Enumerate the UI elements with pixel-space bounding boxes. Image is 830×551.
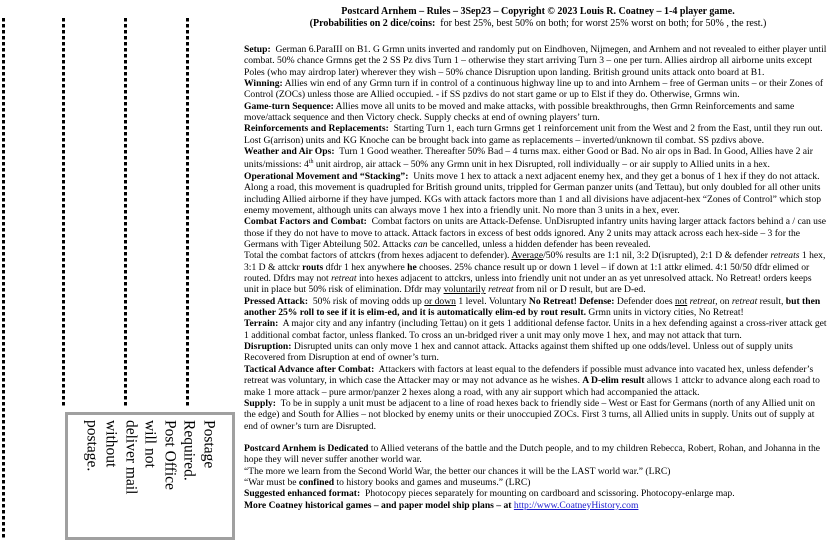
cut-line-dotted (2, 18, 5, 538)
rule-text: Attackers with factors at least equal to the defenders if possible must advance into vacated hex, unless defender’s retreat was voluntary, in which case the Attacker may or may not advance as he wishes. (244, 363, 814, 387)
page-header (246, 6, 830, 30)
quote-1: “The more we learn from the Second World War, the better our chances it will be the LAST world war.” (LRC) (244, 465, 671, 477)
emphasis: retreat (731, 295, 758, 307)
cut-line-dotted (62, 18, 65, 406)
emphasis: he (407, 261, 417, 273)
dedication (244, 443, 828, 466)
emphasis: retreat (331, 273, 357, 285)
more-games (244, 500, 828, 511)
rule-label: Tactical Advance after Combat: (244, 363, 375, 375)
rule-reinforcements (244, 123, 828, 146)
page-title: Postcard Arnhem – Rules – 3Sep23 – Copyright © 2023 Louis R. Coatney – 1-4 player game. (341, 6, 735, 17)
format-label: Suggested enhanced format: (244, 488, 361, 500)
rule-text: German 6.ParaIII on B1. G Grmn units inverted and randomly put on Eindhoven, Nijmegen, and Arnhem and not revealed to either player until combat. 50% chance Grmns get the 2 SS Pz divs Turn 1 – otherwise they start arriving Turn 3 – one per turn. Allies airdrop all airborne units except Poles (who may airdrop later) wherever they wish – 50% chance Disruption upon landing. British ground units attack onto board at B1. (244, 44, 827, 78)
rule-label: Supply: (244, 397, 276, 409)
rule-label: Game-turn Sequence: (244, 100, 334, 112)
quote-2 (244, 477, 828, 488)
emphasis: can (413, 239, 428, 251)
rule-text: be cancelled, unless a hidden defender has been revealed. (427, 239, 651, 251)
rule-text: 1 level. Voluntary (455, 295, 529, 307)
dedication-text: to Allied veterans of the battle and the Dutch people, and to my children Rebecca, Robert, Rohan, and Johanna in the hope they will never suffer another world war. (244, 442, 821, 466)
rule-label: Combat Factors and Combat: (244, 216, 367, 228)
emphasis: voluntarily (443, 284, 486, 296)
rule-disruption (244, 341, 828, 364)
rule-label: Pressed Attack: (244, 295, 309, 307)
rule-text: /50% results are 1:1 nil, 3:2 D(isrupted), 2:1 D & defender (543, 250, 771, 262)
rule-text: result, (757, 295, 786, 307)
rule-text: Units move 1 hex to attack a next adjacent enemy hex, and they get a bonus of 1 hex if they do not attack. Along a road, this movement is quadrupled for British ground units, trippled for German panzer units (and Tettau), but only doubled for all other units including Allied airborne if they have jumped. KGs with attack factors more than 1 and all divisions have adjacent-hex “Zones of Control” which stop enemy movement, although units can always move 1 hex into a friendly unit. No more than 3 units in a hex, ever. (244, 170, 822, 216)
rules-body (244, 44, 828, 511)
emphasis: not (674, 295, 688, 307)
cut-line-dotted (124, 18, 127, 406)
rule-text: allows 1 attckr to advance along each road to make 1 more attack – pure armor/panzer 2 hexes along a road, with any air support which had accompanied the attack. (244, 375, 820, 398)
rule-label: Setup: (244, 44, 271, 55)
rule-winning (244, 78, 828, 101)
rule-label: Terrain: (244, 318, 279, 330)
rule-text: chooses. 25% chance result up or down 1 level – if down at 1:1 attkr elimed. 4:1 50/50 dfdr elimed or routed. Dfdrs may not (244, 261, 810, 285)
probabilities-text: for best 25%, best 50% on both; for worst 25% worst on both; for 50% , the rest.) (440, 18, 767, 29)
rule-supply (244, 398, 828, 432)
emphasis: but then another 25% roll to see if it is elim-ed, and it is automatically elim-ed by rout result. (244, 295, 821, 319)
rule-text: Total the combat factors of attckrs (from hexes adjacent to defender). (244, 250, 512, 262)
quote-text: “War must be (244, 476, 299, 488)
rule-terrain (244, 318, 828, 341)
rule-text: Combat factors on units are Attack-Defense. UnDisrupted infantry units having larger attack factors behind a / can use those if they do not have to move to attack. Attack factors in excess of best odds ignored. Any 2 units may attack across each hex-side – 3 for the Germans with Tiger Abteilung 502. Attacks (244, 216, 826, 251)
rule-text: unit airdrop, air attack – 50% any Grmn unit in hex Disrupted, roll individually – or air supply to Allied units in a hex. (313, 159, 770, 171)
rule-text: To be in supply a unit must be adjacent to a line of road hexes back to friendly side – West or East for Germans (north of any Allied unit on the edge) and South for Allies – not blocked by enemy units or their unoccupied ZOCs. First 3 turns, all Allied units in supply. Units out of supply at end of owner’s turn are Disrupted. (244, 397, 816, 432)
postage-stamp-box (65, 412, 235, 540)
rule-label: Weather and Air Ops: (244, 146, 335, 158)
quote-text: to history books and games and museums.” (LRC) (334, 476, 531, 488)
rule-sequence (244, 101, 828, 124)
emphasis: A D-elim result (582, 375, 645, 387)
rule-text: Allies win end of any Grmn turn if in control of a continuous highway line up to and into Arnhem – free of German units – or their Zones of Control (ZOCs) unless those are Allied occupied. - if SS pzdivs do not start game or up to Elst if they do. Otherwise, Grmns win. (244, 78, 824, 101)
rule-movement (244, 171, 828, 216)
rule-text: into hexes adjacent to attckrs, unless into friendly unit not under an as yet unresolved attack. No Retreat! orders keeps unit in place but 50% risk of elimination. Dfdr may (244, 273, 812, 296)
probabilities-line (246, 18, 830, 30)
rule-text: A major city and any infantry (including Tettau) on it gets 1 additional defense factor. Units in a hex defending against a cross-river attack get 1 additional combat factor, unless flanked. To cross an un-bridged river a unit may only move 1 hex, and may not attack that turn. (244, 318, 827, 341)
rule-label: Reinforcements and Replacements: (244, 123, 389, 135)
rule-text: Grmn units in victory cities, No Retreat! (585, 307, 744, 319)
emphasis: retreat (689, 295, 716, 307)
website-link[interactable]: http://www.CoatneyHistory.com (513, 499, 639, 511)
emphasis: retreat (488, 284, 514, 296)
emphasis: routs (302, 261, 324, 273)
format-text: Photocopy pieces separately for mounting on cardboard and scissoring. Photocopy-enlarge map. (364, 488, 735, 500)
dedication-label: Postcard Arnhem is Dedicated (244, 442, 369, 454)
rule-label: Operational Movement and “Stacking”: (244, 170, 409, 182)
rule-text: dfdr 1 hex anywhere (323, 261, 408, 273)
rule-pressed-attack (244, 296, 828, 319)
rule-label: Winning: (244, 78, 283, 90)
rule-label: Disruption: (244, 341, 292, 353)
rule-text: 50% risk of moving odds up (312, 295, 425, 307)
rule-text: Allies move all units to be moved and make attacks, with possible breakthroughs, then Grmn Reinforcements and same move/attack sequence and then Victory check. Supply checks at end of owning players’ turn. (244, 100, 795, 124)
rule-text: from nil or D result, but are D-ed. (513, 284, 646, 296)
rule-combat (244, 216, 828, 250)
rule-text: , on (715, 295, 732, 307)
rule-text: Disrupted units can only move 1 hex and cannot attack. Attacks against them shifted up one odds/level. Unless out of supply units Recovered from Disruption at end of owner’s turn. (244, 341, 793, 364)
rule-setup (244, 44, 828, 78)
superscript: th (308, 159, 314, 166)
rule-text: Defender does (614, 295, 675, 307)
rule-text: Turn 1 Good weather. Thereafter 50% Bad – 4 turns max. either Good or Bad. No air ops in Bad. In Good, Allies have 2 air units/missions: 4 (244, 146, 813, 171)
rule-tactical-advance (244, 364, 828, 398)
emphasis: No Retreat! Defense: (528, 295, 615, 307)
rule-weather (244, 146, 828, 171)
rule-text: Starting Turn 1, each turn Grmns get 1 reinforcement unit from the West and 2 from the East, until they run out. Lost G(arrison) units and KG Knoche can be brought back into game as replacements – inverted/unknown til combat. SS pzdivs above. (244, 123, 823, 146)
postage-notice: Postage Required. Post Office will not deliver mail without postage. (83, 420, 218, 495)
emphasis: or down (424, 295, 456, 307)
probabilities-label: (Probabilities on 2 dice/coins: (309, 18, 436, 29)
more-label: More Coatney historical games – and paper model ship plans – at (244, 499, 514, 511)
suggested-format (244, 488, 828, 499)
emphasis: Average (511, 250, 544, 262)
cut-line-dotted (186, 18, 189, 406)
emphasis: retreats (770, 250, 800, 262)
emphasis: confined (298, 476, 335, 488)
rule-text: 1 hex, 3:1 D & attckr (244, 250, 826, 273)
rule-combat-results (244, 250, 828, 295)
